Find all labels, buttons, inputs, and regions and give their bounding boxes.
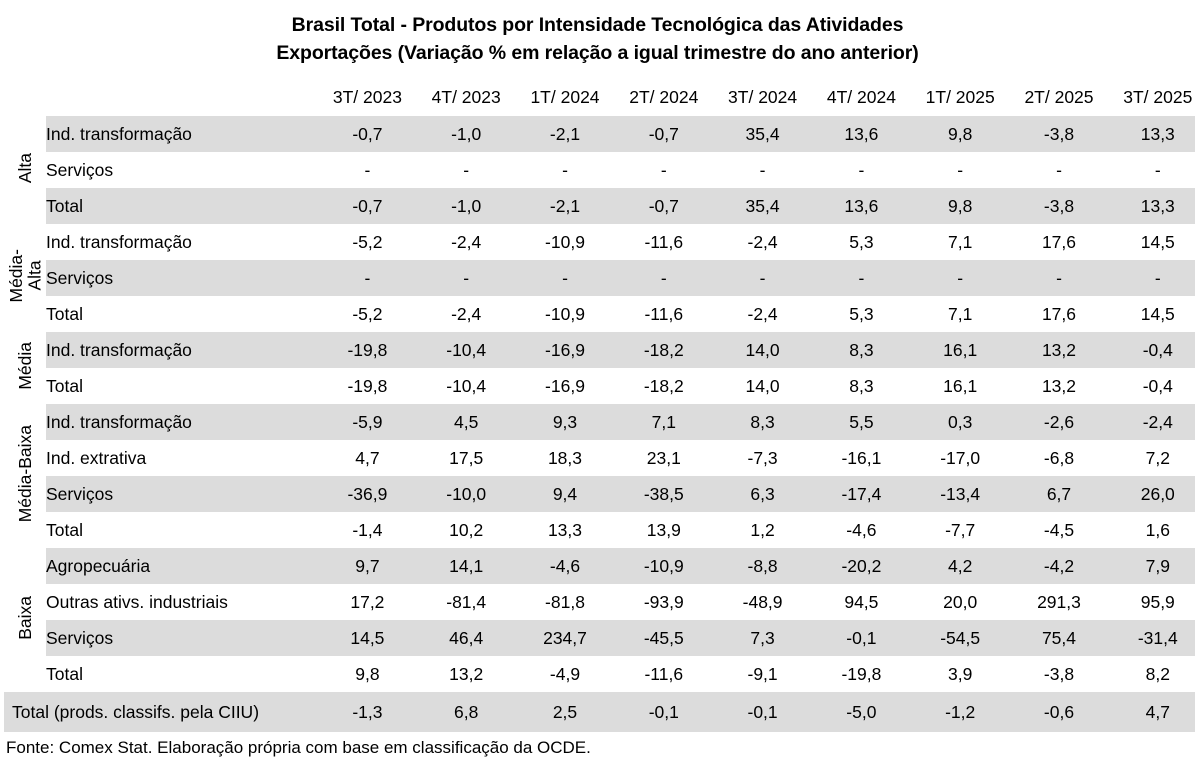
row-label: Total (46, 303, 83, 324)
data-cell: 5,3 (849, 303, 874, 324)
column-header: 4T/ 2024 (826, 86, 896, 107)
data-cell: 291,3 (1037, 591, 1081, 612)
data-cell: -1,4 (352, 519, 383, 540)
grand-total-cell: -1,3 (318, 692, 417, 732)
data-cell: -7,3 (747, 447, 778, 468)
data-cell: -10,0 (417, 476, 516, 512)
row-label: Serviços (46, 159, 114, 180)
header-row (4, 78, 1195, 116)
data-cell: - (614, 260, 713, 296)
grand-total-cell: 6,8 (417, 692, 516, 732)
table-row (4, 152, 1195, 188)
data-cell: 1,2 (750, 519, 775, 540)
data-cell: -81,8 (545, 591, 585, 612)
group-label-text: Alta (14, 152, 35, 183)
data-cell: - (1056, 159, 1062, 180)
data-cell: - (660, 159, 667, 180)
data-cell: 8,3 (713, 404, 812, 440)
data-cell: 6,3 (713, 476, 812, 512)
data-cell: -48,9 (742, 591, 783, 612)
data-cell: 17,6 (1041, 303, 1076, 324)
row-label: Agropecuária (46, 548, 318, 584)
data-cell: -20,2 (812, 548, 911, 584)
row-label: Ind. transformação (46, 116, 318, 152)
row-label: Ind. transformação (46, 332, 318, 368)
data-cell: 9,8 (911, 116, 1010, 152)
column-header: 3T/ 2023 (332, 86, 402, 107)
data-cell: 13,2 (1041, 375, 1076, 396)
data-cell: 9,4 (516, 476, 615, 512)
row-label: Serviços (46, 476, 318, 512)
data-cell: -10,9 (545, 303, 585, 324)
data-cell: - (463, 159, 470, 180)
table-body (4, 116, 1195, 732)
data-cell: - (318, 260, 417, 296)
table-row (4, 188, 1195, 224)
data-cell: -6,8 (1043, 447, 1075, 468)
data-cell: -2,4 (747, 303, 778, 324)
data-cell: 4,2 (911, 548, 1010, 584)
data-cell: -4,6 (516, 548, 615, 584)
data-cell: -0,7 (614, 116, 713, 152)
table-row (4, 224, 1195, 260)
data-cell: -0,4 (1142, 375, 1173, 396)
data-cell: 7,9 (1108, 548, 1195, 584)
column-header: 2T/ 2025 (1024, 86, 1094, 107)
data-cell: 14,0 (745, 375, 780, 396)
data-cell: - (1108, 260, 1195, 296)
data-cell: -9,1 (747, 663, 778, 684)
data-cell: 17,2 (350, 591, 385, 612)
table-row (4, 368, 1195, 404)
data-cell: -0,4 (1108, 332, 1195, 368)
data-cell: -17,0 (940, 447, 981, 468)
footnote: Fonte: Comex Stat. Elaboração própria com base em classificação da OCDE. (6, 738, 591, 758)
header-corner-cell (4, 78, 318, 116)
data-cell: -19,8 (347, 375, 388, 396)
data-cell: -19,8 (318, 332, 417, 368)
data-cell: 13,3 (1108, 188, 1195, 224)
data-cell: -45,5 (614, 620, 713, 656)
table-row (4, 584, 1195, 620)
group-label (4, 548, 46, 692)
data-cell: -36,9 (318, 476, 417, 512)
row-label: Outras ativs. industriais (46, 591, 228, 612)
data-cell: -16,1 (841, 447, 882, 468)
data-cell: 234,7 (516, 620, 615, 656)
data-cell: 94,5 (844, 591, 879, 612)
data-cell: -1,0 (417, 116, 516, 152)
data-cell: -18,2 (614, 332, 713, 368)
row-label: Ind. transformação (46, 231, 192, 252)
data-cell: -10,4 (446, 375, 487, 396)
data-cell: 7,1 (948, 231, 973, 252)
data-cell: -4,5 (1043, 519, 1075, 540)
data-cell: -16,9 (545, 375, 585, 396)
data-cell: -10,9 (545, 231, 585, 252)
group-label (4, 224, 46, 332)
data-cell: -11,6 (644, 231, 684, 252)
data-cell: 26,0 (1108, 476, 1195, 512)
data-cell: 4,7 (355, 447, 380, 468)
data-cell: 9,8 (911, 188, 1010, 224)
data-cell: 1,6 (1145, 519, 1170, 540)
data-cell: 35,4 (713, 188, 812, 224)
data-cell: -4,6 (846, 519, 877, 540)
grand-total-cell: 2,5 (516, 692, 615, 732)
data-cell: - (1010, 260, 1109, 296)
data-cell: 9,8 (355, 663, 380, 684)
data-cell: - (713, 260, 812, 296)
data-cell: 7,1 (614, 404, 713, 440)
data-cell: 13,9 (646, 519, 681, 540)
column-header: 3T/ 2025 (1123, 86, 1193, 107)
group-label-text: Média (14, 342, 35, 390)
data-cell: - (957, 159, 964, 180)
data-cell: 75,4 (1010, 620, 1109, 656)
grand-total-label: Total (prods. classifs. pela CIIU) (4, 692, 318, 732)
data-cell: -3,8 (1010, 116, 1109, 152)
row-label: Total (46, 188, 318, 224)
data-cell: -93,9 (643, 591, 684, 612)
data-cell: - (562, 159, 568, 180)
data-cell: 35,4 (713, 116, 812, 152)
data-cell: 13,3 (547, 519, 583, 540)
data-cell: -11,6 (644, 663, 684, 684)
row-label: Ind. transformação (46, 404, 318, 440)
data-cell: -1,0 (417, 188, 516, 224)
row-label: Total (46, 519, 83, 540)
grand-total-cell: -0,1 (614, 692, 713, 732)
table-row (4, 404, 1195, 440)
data-cell: -54,5 (911, 620, 1010, 656)
data-cell: -10,4 (417, 332, 516, 368)
data-cell: 14,5 (1140, 303, 1175, 324)
data-cell: 17,5 (449, 447, 484, 468)
data-cell: -3,8 (1043, 663, 1075, 684)
table-row (4, 296, 1195, 332)
data-cell: 14,5 (1140, 231, 1175, 252)
table-row (4, 620, 1195, 656)
group-label (4, 404, 46, 548)
data-cell: -0,7 (318, 188, 417, 224)
data-cell: -2,1 (516, 116, 615, 152)
column-header: 1T/ 2024 (530, 86, 600, 107)
data-cell: -0,1 (812, 620, 911, 656)
data-cell: 6,7 (1010, 476, 1109, 512)
data-cell: 7,2 (1145, 447, 1170, 468)
data-cell: 14,1 (417, 548, 516, 584)
row-label: Serviços (46, 260, 318, 296)
data-cell: 17,6 (1041, 231, 1076, 252)
data-cell: -19,8 (841, 663, 882, 684)
data-cell: -18,2 (643, 375, 684, 396)
data-cell: 10,2 (449, 519, 484, 540)
data-cell: -4,9 (549, 663, 581, 684)
data-cell: -5,9 (318, 404, 417, 440)
data-cell: -7,7 (945, 519, 976, 540)
data-cell: - (759, 159, 766, 180)
grand-total-cell: -0,6 (1010, 692, 1109, 732)
data-cell: 9,3 (516, 404, 615, 440)
data-cell: 95,9 (1140, 591, 1175, 612)
data-cell: -5,2 (352, 231, 383, 252)
data-cell: 20,0 (943, 591, 978, 612)
data-cell: 9,7 (318, 548, 417, 584)
table-row (4, 512, 1195, 548)
data-cell: 8,3 (849, 375, 874, 396)
group-label (4, 332, 46, 404)
data-cell: -2,6 (1010, 404, 1109, 440)
data-cell: 7,1 (948, 303, 973, 324)
data-cell: 0,3 (911, 404, 1010, 440)
grand-total-cell: 4,7 (1108, 692, 1195, 732)
data-cell: -0,7 (318, 116, 417, 152)
grand-total-cell: -5,0 (812, 692, 911, 732)
data-cell: - (812, 260, 911, 296)
data-cell: -16,9 (516, 332, 615, 368)
data-cell: 8,3 (812, 332, 911, 368)
group-label-text: Baixa (14, 595, 35, 640)
data-cell: - (858, 159, 865, 180)
grand-total-cell: -1,2 (911, 692, 1010, 732)
data-cell: 13,3 (1108, 116, 1195, 152)
data-table (4, 78, 1195, 732)
table-row (4, 656, 1195, 692)
data-cell: - (417, 260, 516, 296)
group-label (4, 116, 46, 224)
grand-total-row (4, 692, 1195, 732)
table-row (4, 476, 1195, 512)
data-cell: -31,4 (1108, 620, 1195, 656)
data-cell: 46,4 (417, 620, 516, 656)
data-cell: 13,2 (1010, 332, 1109, 368)
data-cell: -2,4 (1108, 404, 1195, 440)
data-cell: -2,4 (451, 303, 482, 324)
data-cell: 14,5 (318, 620, 417, 656)
column-header: 3T/ 2024 (728, 86, 798, 107)
table-row (4, 440, 1195, 476)
data-cell: -2,4 (747, 231, 778, 252)
data-cell: 13,6 (812, 188, 911, 224)
data-cell: -2,1 (516, 188, 615, 224)
data-cell: -2,4 (451, 231, 482, 252)
table-row (4, 548, 1195, 584)
data-cell: 5,3 (849, 231, 874, 252)
data-cell: -4,2 (1010, 548, 1109, 584)
page-title (0, 0, 1195, 67)
table-row (4, 332, 1195, 368)
table-row (4, 116, 1195, 152)
column-header: 1T/ 2025 (925, 86, 995, 107)
table-row (4, 260, 1195, 296)
data-cell: 5,5 (812, 404, 911, 440)
data-cell: -10,9 (614, 548, 713, 584)
data-cell: -11,6 (644, 303, 684, 324)
row-label: Ind. extrativa (46, 447, 147, 468)
data-cell: 16,1 (943, 375, 978, 396)
grand-total-cell: -0,1 (713, 692, 812, 732)
row-label: Total (46, 663, 83, 684)
data-cell: 14,0 (713, 332, 812, 368)
data-cell: -3,8 (1010, 188, 1109, 224)
data-cell: -17,4 (812, 476, 911, 512)
data-cell: - (364, 159, 371, 180)
group-label-text: Média- Alta (5, 249, 44, 303)
data-cell: 3,9 (948, 663, 973, 684)
data-cell: -38,5 (614, 476, 713, 512)
table-header (4, 78, 1195, 116)
row-label: Total (46, 375, 83, 396)
data-cell: -0,7 (614, 188, 713, 224)
column-header: 4T/ 2023 (431, 86, 501, 107)
data-cell: 7,3 (713, 620, 812, 656)
data-cell: 16,1 (911, 332, 1010, 368)
data-cell: 8,2 (1145, 663, 1170, 684)
group-label-text: Média-Baixa (14, 425, 35, 523)
data-cell: 4,5 (417, 404, 516, 440)
title-line-1: Brasil Total - Produtos por Intensidade Tecnológica das Atividades (291, 14, 904, 36)
row-label: Serviços (46, 620, 318, 656)
title-line-2: Exportações (Variação % em relação a igual trimestre do ano anterior) (276, 41, 919, 64)
data-cell: 13,6 (812, 116, 911, 152)
data-cell: -13,4 (911, 476, 1010, 512)
data-cell: -8,8 (713, 548, 812, 584)
data-cell: -5,2 (352, 303, 383, 324)
data-cell: - (1154, 159, 1161, 180)
column-header: 2T/ 2024 (629, 86, 699, 107)
data-cell: - (516, 260, 615, 296)
data-cell: 13,2 (449, 663, 484, 684)
data-cell: - (911, 260, 1010, 296)
data-cell: 18,3 (547, 447, 583, 468)
data-cell: 23,1 (646, 447, 681, 468)
data-cell: -81,4 (446, 591, 487, 612)
